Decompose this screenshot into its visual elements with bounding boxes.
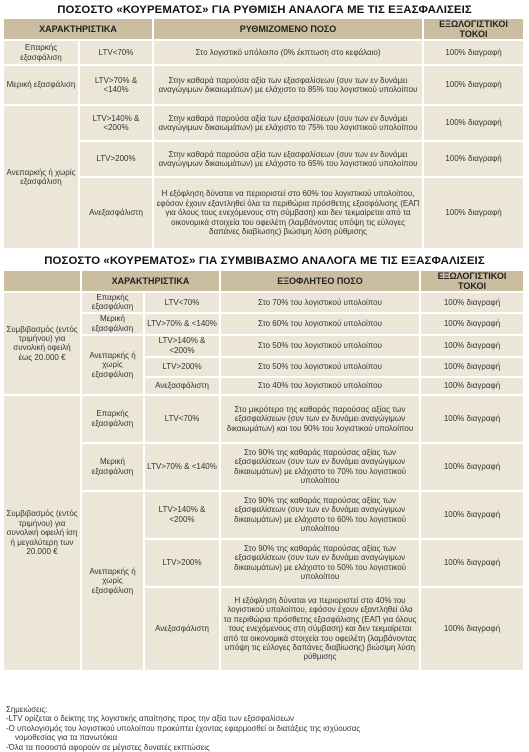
- amount-cell: Στο λογιστικό υπόλοιπο (0% έκπτωση στο κεφάλαιο): [154, 41, 424, 66]
- amount-cell: Στο 90% της καθαράς παρούσας αξίας των εξασφαλίσεων (συν των εν δυνάμει αναγώγιμων δικαιωμάτων) με ελάχιστο το 60% του λογιστικού υπολοίπου: [221, 492, 421, 540]
- ltv-cell: LTV>70% & <140%: [80, 66, 154, 106]
- ltv-cell: LTV>140% & <200%: [145, 492, 221, 540]
- table-row: [4, 293, 525, 314]
- amount-cell: Στην καθαρά παρούσα αξία των εξασφαλίσεων (συν των εν δυνάμει αναγώγιμων δικαιωμάτων) με ελάχιστο το 75% του λογιστικού υπολοίπου: [154, 106, 424, 142]
- table-row: [4, 66, 525, 106]
- table1-title: ΠΟΣΟΣΤΟ «ΚΟΥΡΕΜΑΤΟΣ» ΓΙΑ ΡΥΘΜΙΣΗ ΑΝΑΛΟΓΑ ΜΕ ΤΙΣ ΕΞΑΣΦΑΛΙΣΕΙΣ: [57, 4, 472, 16]
- ltv-cell: LTV>70% & <140%: [145, 314, 221, 336]
- interest-cell: 100% διαγραφή: [421, 396, 525, 444]
- header-blank: [4, 271, 82, 293]
- group-none: Ανεπαρκής ή χωρίς εξασφάλιση: [82, 336, 145, 396]
- interest-cell: 100% διαγραφή: [424, 106, 525, 142]
- header-characteristics: ΧΑΡΑΚΤΗΡΙΣΤΙΚΑ: [82, 271, 221, 293]
- group-partial: Μερική εξασφάλιση: [4, 66, 80, 106]
- amount-cell: Η εξόφληση δύναται να περιοριστεί στο 60% του λογιστικού υπολοίπου, εφόσον έχουν εξαντληθεί όλα τα περιθώρια πρόσθετης εξασφάλισης (ΕΑΠ για όλους τους ενεχόμενους στη σύμβαση) και δεν τεκμαίρεται από τα οικονομικά στοιχεία του οφειλέτη (λαμβάνοντας υπόψη τις εύλογες δαπάνες διαβίωσης) βιώσιμη λύση ρύθμισης: [154, 178, 424, 250]
- table-row: [4, 336, 525, 358]
- interest-cell: 100% διαγραφή: [424, 142, 525, 178]
- ltv-cell: LTV>140% & <200%: [80, 106, 154, 142]
- amount-cell: Στο 70% του λογιστικού υπολοίπου: [221, 293, 421, 314]
- table-row: [4, 41, 525, 66]
- notes: [6, 705, 524, 752]
- amount-cell: Στην καθαρά παρούσα αξία των εξασφαλίσεων (συν των εν δυνάμει αναγώγιμων δικαιωμάτων) με ελάχιστο το 65% του λογιστικού υπολοίπου: [154, 142, 424, 178]
- note-item: -Ο υπολογισμός του λογιστικού υπολοίπου προκύπτει έχοντας εφαρμοσθεί οι διατάξεις της ισχύουσας: [6, 723, 361, 733]
- ltv-cell: LTV>200%: [145, 358, 221, 378]
- ltv-cell: LTV>200%: [80, 142, 154, 178]
- interest-cell: 100% διαγραφή: [421, 336, 525, 358]
- interest-cell: 100% διαγραφή: [421, 444, 525, 492]
- header-amount: ΡΥΘΜΙΖΟΜΕΝΟ ΠΟΣΟ: [154, 19, 424, 41]
- amount-cell: Στο 50% του λογιστικού υπολοίπου: [221, 336, 421, 358]
- amount-cell: Στο 50% του λογιστικού υπολοίπου: [221, 358, 421, 378]
- group-full: Επαρκής εξασφάλιση: [4, 41, 80, 66]
- amount-cell: Στο 60% του λογιστικού υπολοίπου: [221, 314, 421, 336]
- amount-cell: Στην καθαρά παρούσα αξία των εξασφαλίσεων (συν των εν δυνάμει αναγώγιμων δικαιωμάτων) με ελάχιστο το 85% του λογιστικού υπολοίπου: [154, 66, 424, 106]
- segment-large-debt: Συμβιβασμός (εντός τριμήνου) για συνολική οφειλή ίση ή μεγαλύτερη των 20.000 €: [4, 396, 82, 672]
- note-item: -LTV ορίζεται ο δείκτης της λογιστικής απαίτησης προς την αξία των εξασφαλίσεων: [6, 714, 294, 724]
- ltv-cell: LTV>70% & <140%: [145, 444, 221, 492]
- amount-cell: Στο 90% της καθαράς παρούσας αξίας των εξασφαλίσεων (συν των εν δυνάμει αναγώγιμων δικαιωμάτων) με ελάχιστο το 70% του λογιστικού υπολοίπου: [221, 444, 421, 492]
- interest-cell: 100% διαγραφή: [421, 492, 525, 540]
- group-full: Επαρκής εξασφάλιση: [82, 396, 145, 444]
- interest-cell: 100% διαγραφή: [424, 66, 525, 106]
- amount-cell: Η εξόφληση δύναται να περιοριστεί στο 40% του λογιστικού υπολοίπου, εφόσον έχουν εξαντληθεί όλα τα περιθώρια πρόσθετης εξασφάλισης (ΕΑΠ για όλους τους ενεχόμενους στη σύμβαση) και δεν τεκμαίρεται από τα οικονομικά στοιχεία του οφειλέτη (λαμβάνοντας υπόψη τις εύλογες δαπάνες διαβίωσης) βιώσιμη λύση ρύθμισης: [221, 588, 421, 672]
- group-none: Ανεπαρκής ή χωρίς εξασφάλιση: [4, 106, 80, 250]
- interest-cell: 100% διαγραφή: [421, 378, 525, 396]
- interest-cell: 100% διαγραφή: [421, 540, 525, 588]
- header-interest: ΕΞΩΛΟΓΙΣΤΙΚΟΙ ΤΟΚΟΙ: [424, 19, 525, 41]
- group-none: Ανεπαρκής ή χωρίς εξασφάλιση: [82, 492, 145, 672]
- ltv-cell: Ανεξασφάλιστη: [145, 378, 221, 396]
- segment-small-debt: Συμβιβασμός (εντός τριμήνου) για συνολική οφειλή έως 20.000 €: [4, 293, 82, 396]
- ltv-cell: LTV<70%: [145, 293, 221, 314]
- amount-cell: Στο 40% του λογιστικού υπολοίπου: [221, 378, 421, 396]
- ltv-cell: Ανεξασφάλιστη: [145, 588, 221, 672]
- ltv-cell: LTV>140% & <200%: [145, 336, 221, 358]
- ltv-cell: LTV<70%: [80, 41, 154, 66]
- table-row: [4, 142, 525, 178]
- table-row: [4, 492, 525, 540]
- notes-heading: Σημειώσεις:: [6, 705, 48, 714]
- table-row: [4, 396, 525, 444]
- interest-cell: 100% διαγραφή: [421, 314, 525, 336]
- group-partial: Μερική εξασφάλιση: [82, 314, 145, 336]
- interest-cell: 100% διαγραφή: [424, 41, 525, 66]
- restructuring-table: [4, 19, 525, 250]
- note-item: -Όλα τα ποσοστά αφορούν σε μέγιστες δυνατές εκπτώσεις: [6, 742, 210, 752]
- ltv-cell: Ανεξασφάλιστη: [80, 178, 154, 250]
- header-characteristics: ΧΑΡΑΚΤΗΡΙΣΤΙΚΑ: [4, 19, 154, 41]
- group-full: Επαρκής εξασφάλιση: [82, 293, 145, 314]
- settlement-table: [4, 271, 525, 672]
- ltv-cell: LTV<70%: [145, 396, 221, 444]
- note-item: νομοθεσίας για τα πανωτόκια: [15, 733, 118, 743]
- table-row: [4, 314, 525, 336]
- interest-cell: 100% διαγραφή: [424, 178, 525, 250]
- group-partial: Μερική εξασφάλιση: [82, 444, 145, 492]
- amount-cell: Στο 90% της καθαράς παρούσας αξίας των εξασφαλίσεων (συν των εν δυνάμει αναγώγιμων δικαιωμάτων) με ελάχιστο το 50% του λογιστικού υπολοίπου: [221, 540, 421, 588]
- table2-title: ΠΟΣΟΣΤΟ «ΚΟΥΡΕΜΑΤΟΣ» ΓΙΑ ΣΥΜΒΙΒΑΣΜΟ ΑΝΑΛΟΓΑ ΜΕ ΤΙΣ ΕΞΑΣΦΑΛΙΣΕΙΣ: [44, 255, 485, 267]
- interest-cell: 100% διαγραφή: [421, 293, 525, 314]
- table-row: [4, 106, 525, 142]
- amount-cell: Στο μικρότερο της καθαράς παρούσας αξίας των εξασφαλίσεων (συν των εν δυνάμει αναγώγιμων δικαιωμάτων) και του 90% του λογιστικού υπολοίπου: [221, 396, 421, 444]
- table-row: [4, 444, 525, 492]
- interest-cell: 100% διαγραφή: [421, 588, 525, 672]
- interest-cell: 100% διαγραφή: [421, 358, 525, 378]
- table-row: [4, 178, 525, 250]
- ltv-cell: LTV>200%: [145, 540, 221, 588]
- header-interest: ΕΞΩΛΟΓΙΣΤΙΚΟΙ ΤΟΚΟΙ: [421, 271, 525, 293]
- header-amount: ΕΞΟΦΛΗΤΕΟ ΠΟΣΟ: [221, 271, 421, 293]
